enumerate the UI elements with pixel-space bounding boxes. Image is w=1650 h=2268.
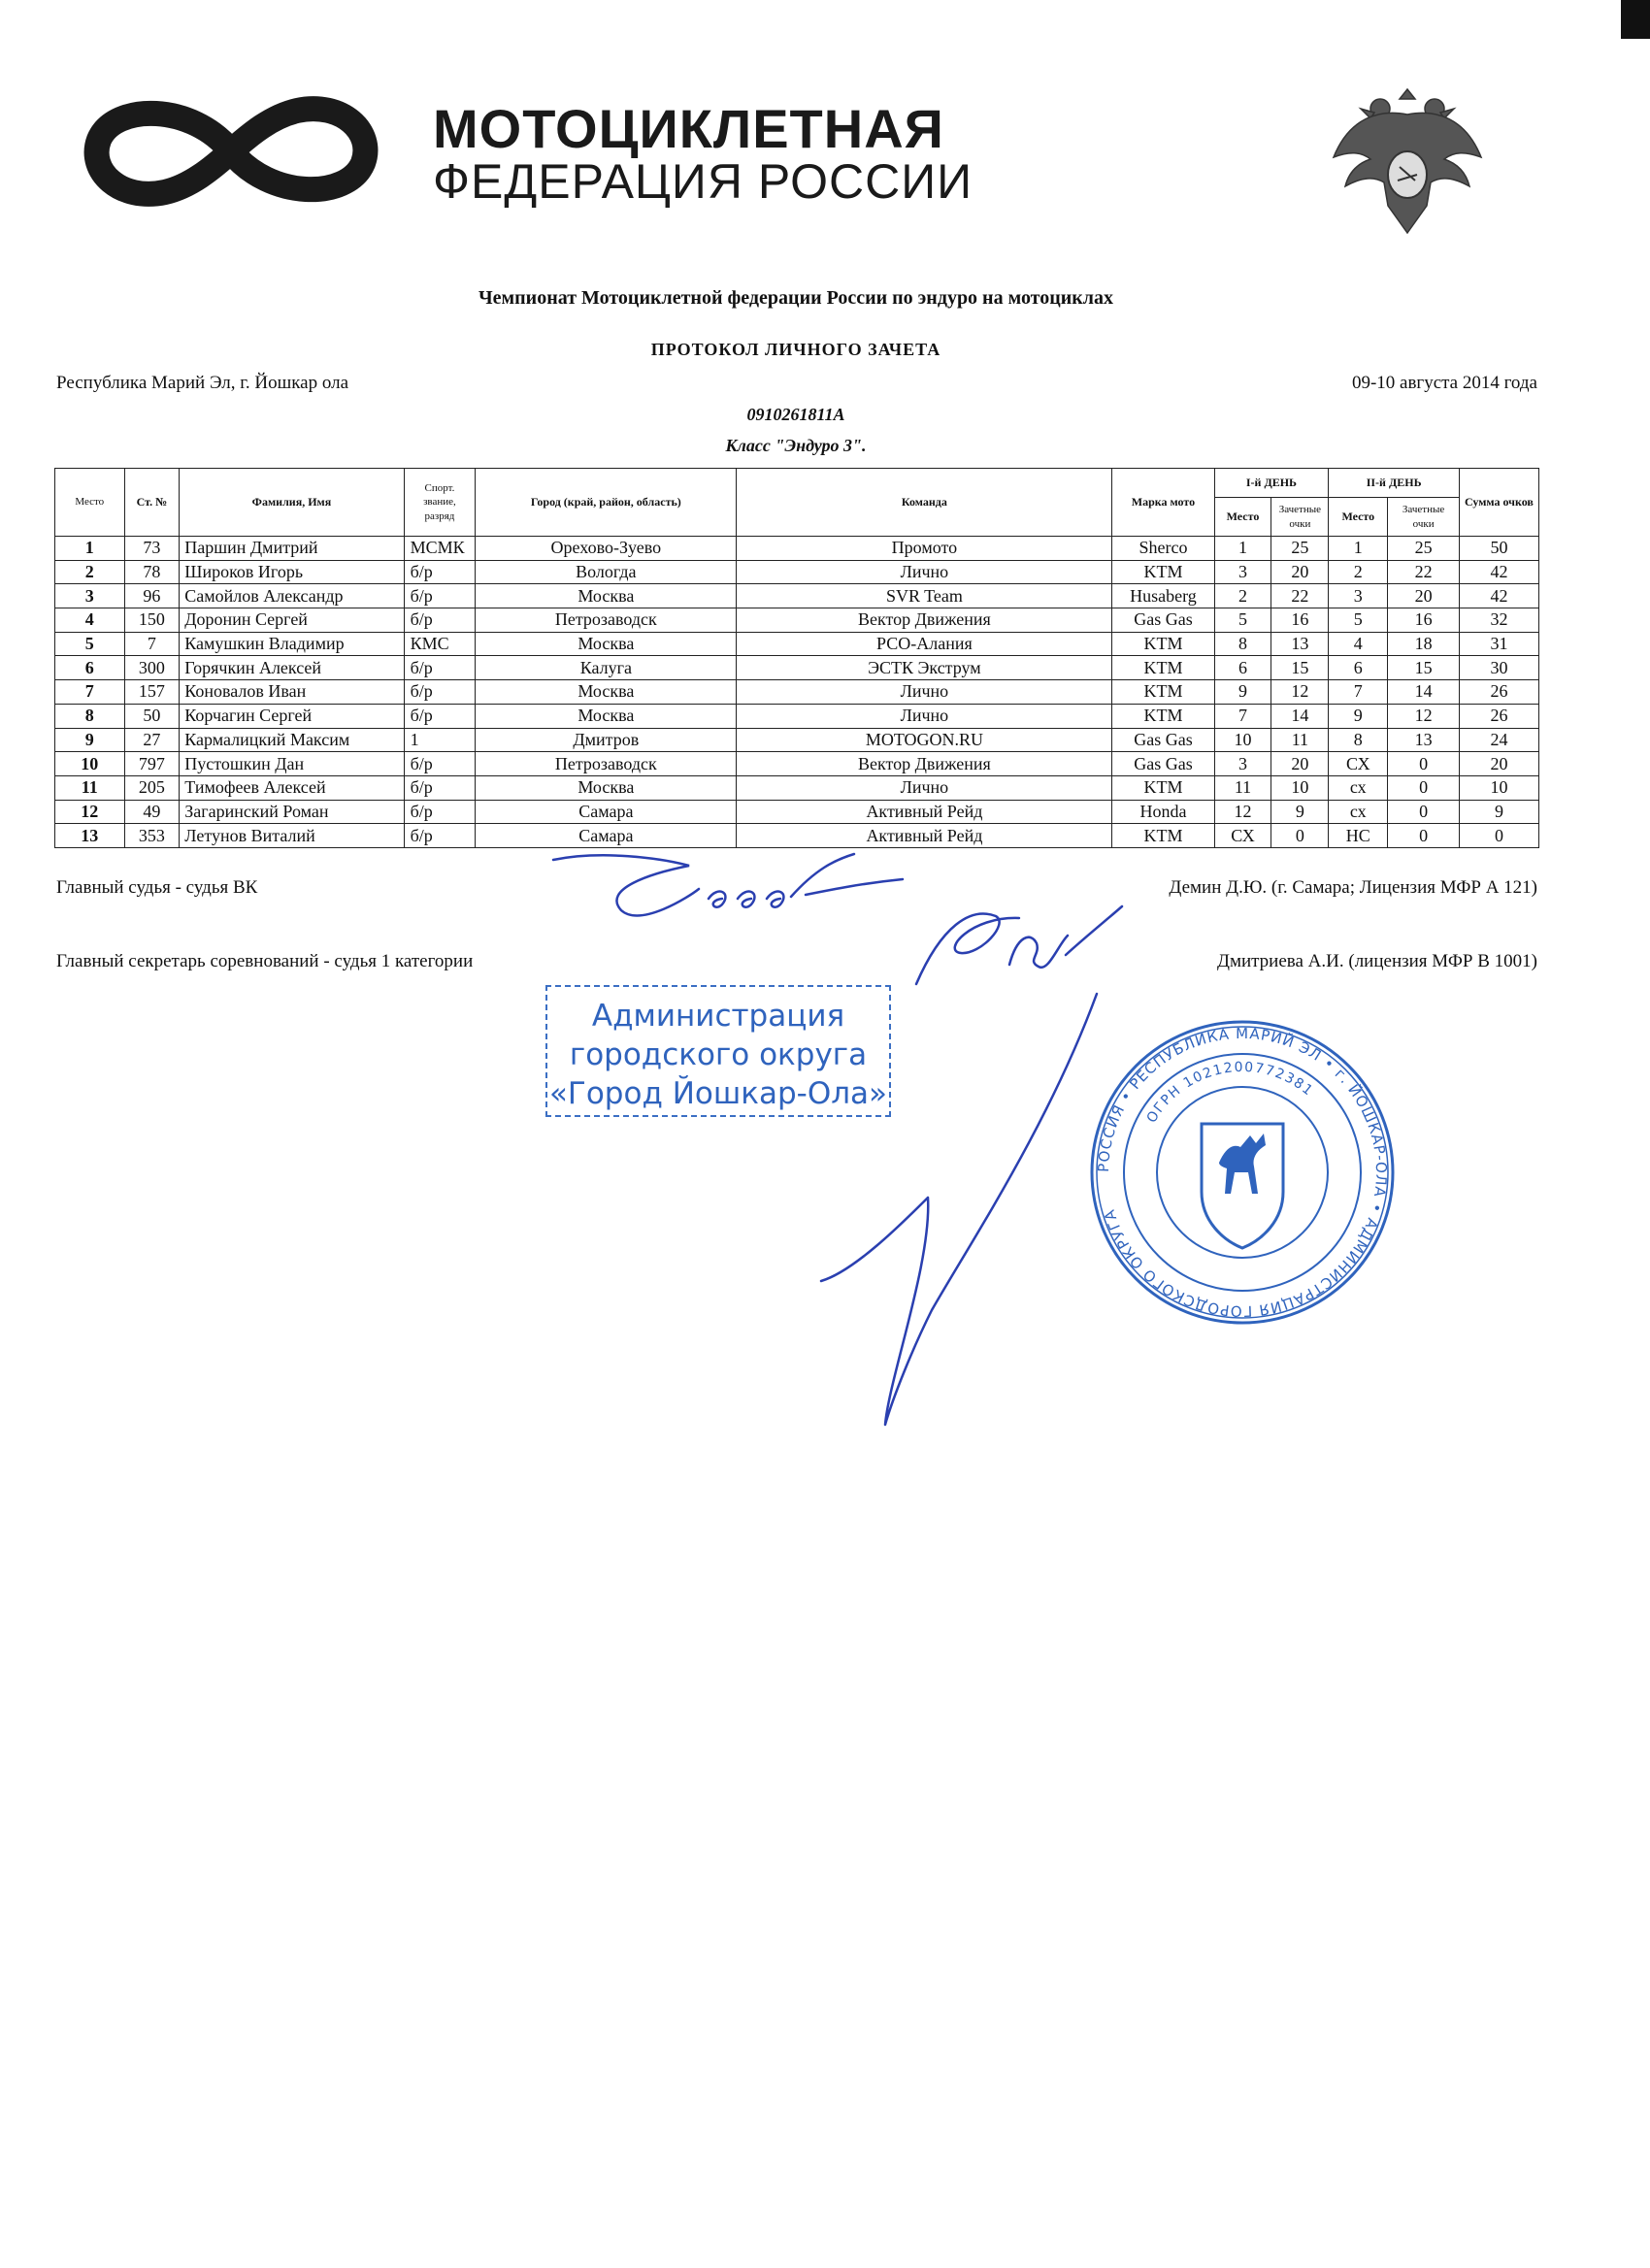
header-day1-place: Место — [1214, 498, 1271, 537]
cell-city: Самара — [476, 800, 737, 824]
chief-judge-role: Главный судья - судья ВК — [56, 877, 258, 898]
cell-d1-pts: 15 — [1271, 656, 1329, 680]
cell-d2-pts: 22 — [1388, 560, 1460, 584]
cell-team: Активный Рейд — [737, 800, 1112, 824]
cell-d1-place: 3 — [1214, 560, 1271, 584]
table-row — [55, 728, 1539, 752]
cell-num: 150 — [124, 608, 180, 633]
cell-d1-place: 10 — [1214, 728, 1271, 752]
cell-team: ЭСТК Экструм — [737, 656, 1112, 680]
cell-total: 0 — [1459, 824, 1538, 848]
cell-d1-place: 1 — [1214, 537, 1271, 561]
cell-num: 353 — [124, 824, 180, 848]
cell-team: SVR Team — [737, 584, 1112, 608]
cell-d1-place: 3 — [1214, 752, 1271, 776]
cell-d2-pts: 16 — [1388, 608, 1460, 633]
cell-brand: Husaberg — [1112, 584, 1214, 608]
cell-total: 26 — [1459, 680, 1538, 705]
cell-place: 6 — [55, 656, 125, 680]
cell-d2-pts: 15 — [1388, 656, 1460, 680]
cell-d2-pts: 14 — [1388, 680, 1460, 705]
table-row — [55, 608, 1539, 633]
cell-d1-pts: 0 — [1271, 824, 1329, 848]
cell-num: 797 — [124, 752, 180, 776]
cell-d1-place: 2 — [1214, 584, 1271, 608]
event-code: 0910261811А — [746, 405, 845, 424]
header-day2: II-й ДЕНЬ — [1329, 469, 1460, 498]
header-start-number: Ст. № — [124, 469, 180, 537]
cell-d2-place: 3 — [1329, 584, 1388, 608]
header-total: Сумма очков — [1459, 469, 1538, 537]
table-row — [55, 800, 1539, 824]
results-table — [54, 468, 1539, 848]
cell-num: 96 — [124, 584, 180, 608]
cell-place: 1 — [55, 537, 125, 561]
cell-d2-pts: 13 — [1388, 728, 1460, 752]
federation-name-line1: МОТОЦИКЛЕТНАЯ — [433, 98, 944, 159]
header-team: Команда — [737, 469, 1112, 537]
table-row — [55, 584, 1539, 608]
cell-brand: Gas Gas — [1112, 752, 1214, 776]
cell-d2-pts: 0 — [1388, 800, 1460, 824]
administration-stamp — [545, 985, 891, 1117]
cell-d1-pts: 14 — [1271, 704, 1329, 728]
cell-num: 7 — [124, 632, 180, 656]
cell-city: Дмитров — [476, 728, 737, 752]
cell-brand: Gas Gas — [1112, 728, 1214, 752]
cell-total: 50 — [1459, 537, 1538, 561]
cell-rank: КМС — [404, 632, 476, 656]
cell-d1-place: 7 — [1214, 704, 1271, 728]
cell-place: 9 — [55, 728, 125, 752]
moose-emblem-icon — [1202, 1124, 1283, 1248]
cell-d1-pts: 22 — [1271, 584, 1329, 608]
header-rank: Спорт. звание, разряд — [404, 469, 476, 537]
cell-name: Тимофеев Алексей — [180, 775, 404, 800]
svg-text:ОГРН 1021200772381 — [1144, 1060, 1317, 1126]
cell-total: 31 — [1459, 632, 1538, 656]
cell-d1-place: СХ — [1214, 824, 1271, 848]
cell-brand: KTM — [1112, 560, 1214, 584]
cell-brand: Gas Gas — [1112, 608, 1214, 633]
cell-place: 10 — [55, 752, 125, 776]
cell-d2-place: 2 — [1329, 560, 1388, 584]
seal-outer-text: РОССИЯ • РЕСПУБЛИКА МАРИЙ ЭЛ • г. ЙОШКАР-ОЛА • АДМИНИСТРАЦИЯ ГОРОДСКОГО ОКРУГА — [1094, 1024, 1391, 1321]
header-day2-place: Место — [1329, 498, 1388, 537]
cell-d1-place: 9 — [1214, 680, 1271, 705]
cell-rank: б/р — [404, 584, 476, 608]
cell-total: 42 — [1459, 560, 1538, 584]
cell-place: 7 — [55, 680, 125, 705]
cell-name: Паршин Дмитрий — [180, 537, 404, 561]
cell-d2-pts: 20 — [1388, 584, 1460, 608]
cell-place: 2 — [55, 560, 125, 584]
cell-brand: KTM — [1112, 775, 1214, 800]
cell-rank: б/р — [404, 775, 476, 800]
cell-d2-place: 1 — [1329, 537, 1388, 561]
cell-d1-pts: 9 — [1271, 800, 1329, 824]
cell-num: 73 — [124, 537, 180, 561]
cell-place: 5 — [55, 632, 125, 656]
cell-name: Загаринский Роман — [180, 800, 404, 824]
event-location: Республика Марий Эл, г. Йошкар ола — [56, 373, 349, 393]
cell-d2-place: 8 — [1329, 728, 1388, 752]
cell-d2-place: 7 — [1329, 680, 1388, 705]
cell-name: Корчагин Сергей — [180, 704, 404, 728]
cell-d1-place: 12 — [1214, 800, 1271, 824]
double-headed-eagle-icon — [1320, 70, 1495, 245]
cell-brand: KTM — [1112, 656, 1214, 680]
cell-d2-pts: 0 — [1388, 775, 1460, 800]
header-place: Место — [55, 469, 125, 537]
cell-d1-place: 8 — [1214, 632, 1271, 656]
cell-rank: 1 — [404, 728, 476, 752]
cell-city: Москва — [476, 704, 737, 728]
cell-name: Горячкин Алексей — [180, 656, 404, 680]
cell-d1-place: 11 — [1214, 775, 1271, 800]
cell-total: 26 — [1459, 704, 1538, 728]
cell-rank: б/р — [404, 680, 476, 705]
cell-rank: б/р — [404, 752, 476, 776]
chief-judge-signature — [544, 850, 912, 937]
stamp-line1: Администрация — [591, 999, 845, 1034]
official-round-seal — [1087, 1017, 1398, 1328]
cell-name: Самойлов Александр — [180, 584, 404, 608]
cell-brand: KTM — [1112, 680, 1214, 705]
cell-total: 42 — [1459, 584, 1538, 608]
table-row — [55, 752, 1539, 776]
cell-num: 205 — [124, 775, 180, 800]
cell-brand: KTM — [1112, 704, 1214, 728]
cell-d2-pts: 25 — [1388, 537, 1460, 561]
cell-d2-pts: 18 — [1388, 632, 1460, 656]
cell-place: 3 — [55, 584, 125, 608]
cell-place: 8 — [55, 704, 125, 728]
cell-city: Самара — [476, 824, 737, 848]
cell-place: 13 — [55, 824, 125, 848]
cell-name: Коновалов Иван — [180, 680, 404, 705]
cell-city: Москва — [476, 584, 737, 608]
cell-city: Петрозаводск — [476, 608, 737, 633]
championship-title: Чемпионат Мотоциклетной федерации России по эндуро на мотоциклах — [478, 287, 1114, 309]
cell-d2-pts: 0 — [1388, 824, 1460, 848]
cell-brand: Sherco — [1112, 537, 1214, 561]
cell-total: 9 — [1459, 800, 1538, 824]
cell-team: MOTOGON.RU — [737, 728, 1112, 752]
cell-team: Промото — [737, 537, 1112, 561]
cell-name: Кармалицкий Максим — [180, 728, 404, 752]
cell-rank: б/р — [404, 656, 476, 680]
cell-d2-pts: 12 — [1388, 704, 1460, 728]
table-row — [55, 656, 1539, 680]
results-table-body — [55, 537, 1539, 848]
cell-city: Калуга — [476, 656, 737, 680]
cell-num: 78 — [124, 560, 180, 584]
cell-total: 30 — [1459, 656, 1538, 680]
cell-d2-place: 5 — [1329, 608, 1388, 633]
header-day1: I-й ДЕНЬ — [1214, 469, 1329, 498]
cell-d2-pts: 0 — [1388, 752, 1460, 776]
cell-team: Вектор Движения — [737, 752, 1112, 776]
cell-d2-place: 4 — [1329, 632, 1388, 656]
cell-team: Лично — [737, 775, 1112, 800]
cell-d1-place: 6 — [1214, 656, 1271, 680]
cell-city: Вологда — [476, 560, 737, 584]
header-day2-points: Зачетные очки — [1388, 498, 1460, 537]
table-row — [55, 824, 1539, 848]
cell-d2-place: НС — [1329, 824, 1388, 848]
cell-brand: KTM — [1112, 824, 1214, 848]
table-row — [55, 775, 1539, 800]
cell-place: 4 — [55, 608, 125, 633]
cell-place: 11 — [55, 775, 125, 800]
cell-num: 300 — [124, 656, 180, 680]
cell-rank: б/р — [404, 824, 476, 848]
cell-d1-pts: 10 — [1271, 775, 1329, 800]
cell-num: 49 — [124, 800, 180, 824]
cell-num: 157 — [124, 680, 180, 705]
cell-num: 50 — [124, 704, 180, 728]
infinity-logo-icon — [76, 95, 386, 208]
event-dates: 09-10 августа 2014 года — [1351, 373, 1537, 393]
cell-city: Орехово-Зуево — [476, 537, 737, 561]
cell-d2-place: 9 — [1329, 704, 1388, 728]
cell-d2-place: сх — [1329, 775, 1388, 800]
cell-d1-pts: 11 — [1271, 728, 1329, 752]
cell-team: Лично — [737, 704, 1112, 728]
class-label: Класс "Эндуро 3". — [725, 436, 867, 455]
table-row — [55, 632, 1539, 656]
chief-secretary-role: Главный секретарь соревнований - судья 1 категории — [56, 951, 474, 971]
cell-brand: KTM — [1112, 632, 1214, 656]
cell-city: Москва — [476, 632, 737, 656]
cell-name: Доронин Сергей — [180, 608, 404, 633]
header-day1-points: Зачетные очки — [1271, 498, 1329, 537]
cell-rank: б/р — [404, 704, 476, 728]
cell-name: Летунов Виталий — [180, 824, 404, 848]
cell-city: Петрозаводск — [476, 752, 737, 776]
cell-d1-pts: 25 — [1271, 537, 1329, 561]
cell-total: 20 — [1459, 752, 1538, 776]
stamp-line2: городского округа — [569, 1037, 868, 1072]
header-city: Город (край, район, область) — [476, 469, 737, 537]
scan-edge-mark — [1621, 0, 1650, 39]
cell-name: Камушкин Владимир — [180, 632, 404, 656]
cell-city: Москва — [476, 775, 737, 800]
cell-team: РСО-Алания — [737, 632, 1112, 656]
cell-d1-pts: 12 — [1271, 680, 1329, 705]
cell-team: Вектор Движения — [737, 608, 1112, 633]
chief-secretary-name: Дмитриева А.И. (лицензия МФР В 1001) — [1216, 951, 1537, 971]
cell-rank: б/р — [404, 800, 476, 824]
cell-d1-pts: 20 — [1271, 752, 1329, 776]
table-row — [55, 704, 1539, 728]
cell-num: 27 — [124, 728, 180, 752]
cell-name: Широков Игорь — [180, 560, 404, 584]
cell-d2-place: сх — [1329, 800, 1388, 824]
stamp-line3: «Город Йошкар-Ола» — [548, 1076, 888, 1111]
cell-d1-pts: 16 — [1271, 608, 1329, 633]
cell-city: Москва — [476, 680, 737, 705]
cell-d2-place: СХ — [1329, 752, 1388, 776]
chief-judge-name: Демин Д.Ю. (г. Самара; Лицензия МФР А 121) — [1169, 877, 1537, 898]
table-row — [55, 680, 1539, 705]
cell-team: Лично — [737, 680, 1112, 705]
table-row — [55, 537, 1539, 561]
cell-team: Лично — [737, 560, 1112, 584]
cell-brand: Honda — [1112, 800, 1214, 824]
protocol-title: ПРОТОКОЛ ЛИЧНОГО ЗАЧЕТА — [650, 340, 941, 359]
cell-team: Активный Рейд — [737, 824, 1112, 848]
table-row — [55, 560, 1539, 584]
cell-rank: б/р — [404, 608, 476, 633]
cell-d1-pts: 13 — [1271, 632, 1329, 656]
cell-d2-place: 6 — [1329, 656, 1388, 680]
header-brand: Марка мото — [1112, 469, 1214, 537]
chief-secretary-signature — [903, 897, 1126, 994]
header-name: Фамилия, Имя — [180, 469, 404, 537]
cell-rank: МСМК — [404, 537, 476, 561]
cell-rank: б/р — [404, 560, 476, 584]
cell-d1-place: 5 — [1214, 608, 1271, 633]
cell-total: 32 — [1459, 608, 1538, 633]
seal-ogrn: ОГРН 1021200772381 — [1143, 1059, 1317, 1126]
cell-place: 12 — [55, 800, 125, 824]
federation-name-line2: ФЕДЕРАЦИЯ РОССИИ — [433, 154, 974, 209]
cell-d1-pts: 20 — [1271, 560, 1329, 584]
cell-total: 24 — [1459, 728, 1538, 752]
cell-total: 10 — [1459, 775, 1538, 800]
cell-name: Пустошкин Дан — [180, 752, 404, 776]
